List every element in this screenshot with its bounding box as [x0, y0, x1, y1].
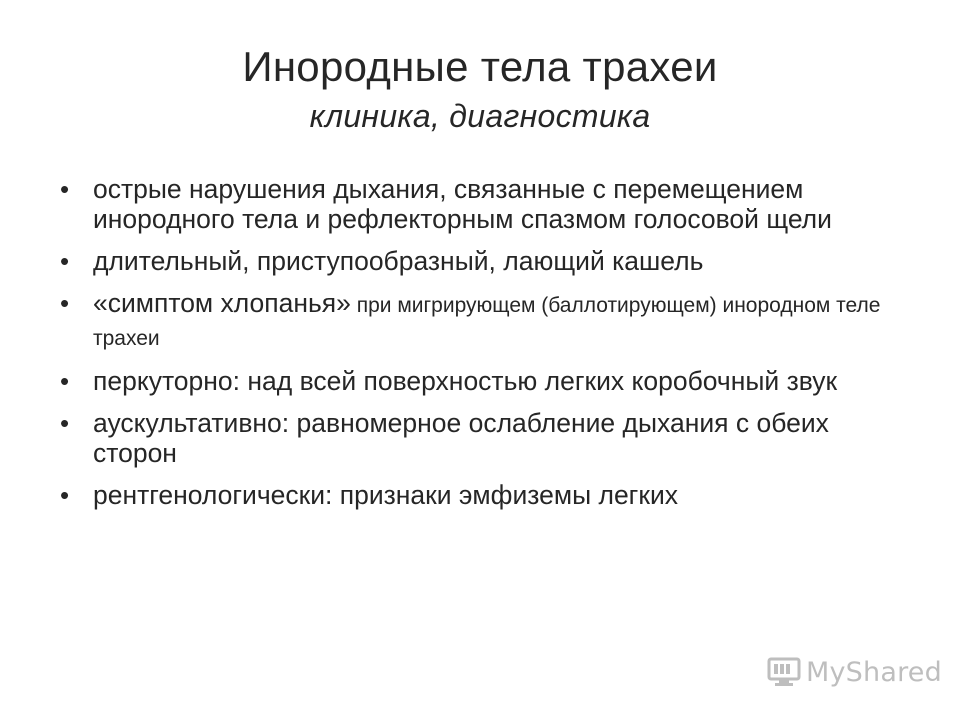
- bullet-dot-icon: •: [60, 288, 70, 318]
- bullet-text-small: при мигрирующем (баллотирующем) инородном теле трахеи: [93, 294, 881, 350]
- watermark-text: MyShared: [806, 656, 942, 688]
- bullet-item: [60, 246, 920, 276]
- bullet-text: рентгенологически: признаки эмфиземы легких: [93, 480, 678, 510]
- bullet-dot-icon: •: [60, 366, 70, 396]
- monitor-icon: [766, 657, 802, 687]
- bullet-item: [60, 408, 920, 468]
- bullet-item: [60, 288, 920, 354]
- bullet-text: длительный, приступообразный, лающий кашель: [93, 246, 704, 276]
- bullet-text: «симптом хлопанья»: [93, 288, 351, 318]
- bullet-dot-icon: •: [60, 174, 70, 204]
- bullet-item: [60, 366, 920, 396]
- title-block: [60, 40, 900, 138]
- bullet-item: [60, 480, 920, 510]
- bullet-dot-icon: •: [60, 408, 70, 438]
- bullet-list: [60, 174, 920, 522]
- bullet-dot-icon: •: [60, 246, 70, 276]
- slide-subtitle: клиника, диагностика: [309, 98, 651, 134]
- watermark-logo: [766, 655, 942, 689]
- bullet-item: [60, 174, 920, 234]
- bullet-dot-icon: •: [60, 480, 70, 510]
- bullet-text: перкуторно: над всей поверхностью легких коробочный звук: [93, 366, 838, 396]
- bullet-text: острые нарушения дыхания, связанные с перемещением инородного тела и рефлекторным спазмом голосовой щели: [93, 174, 832, 234]
- slide-title: Инородные тела трахеи: [242, 43, 718, 90]
- bullet-text: аускультативно: равномерное ослабление дыхания с обеих сторон: [93, 408, 829, 468]
